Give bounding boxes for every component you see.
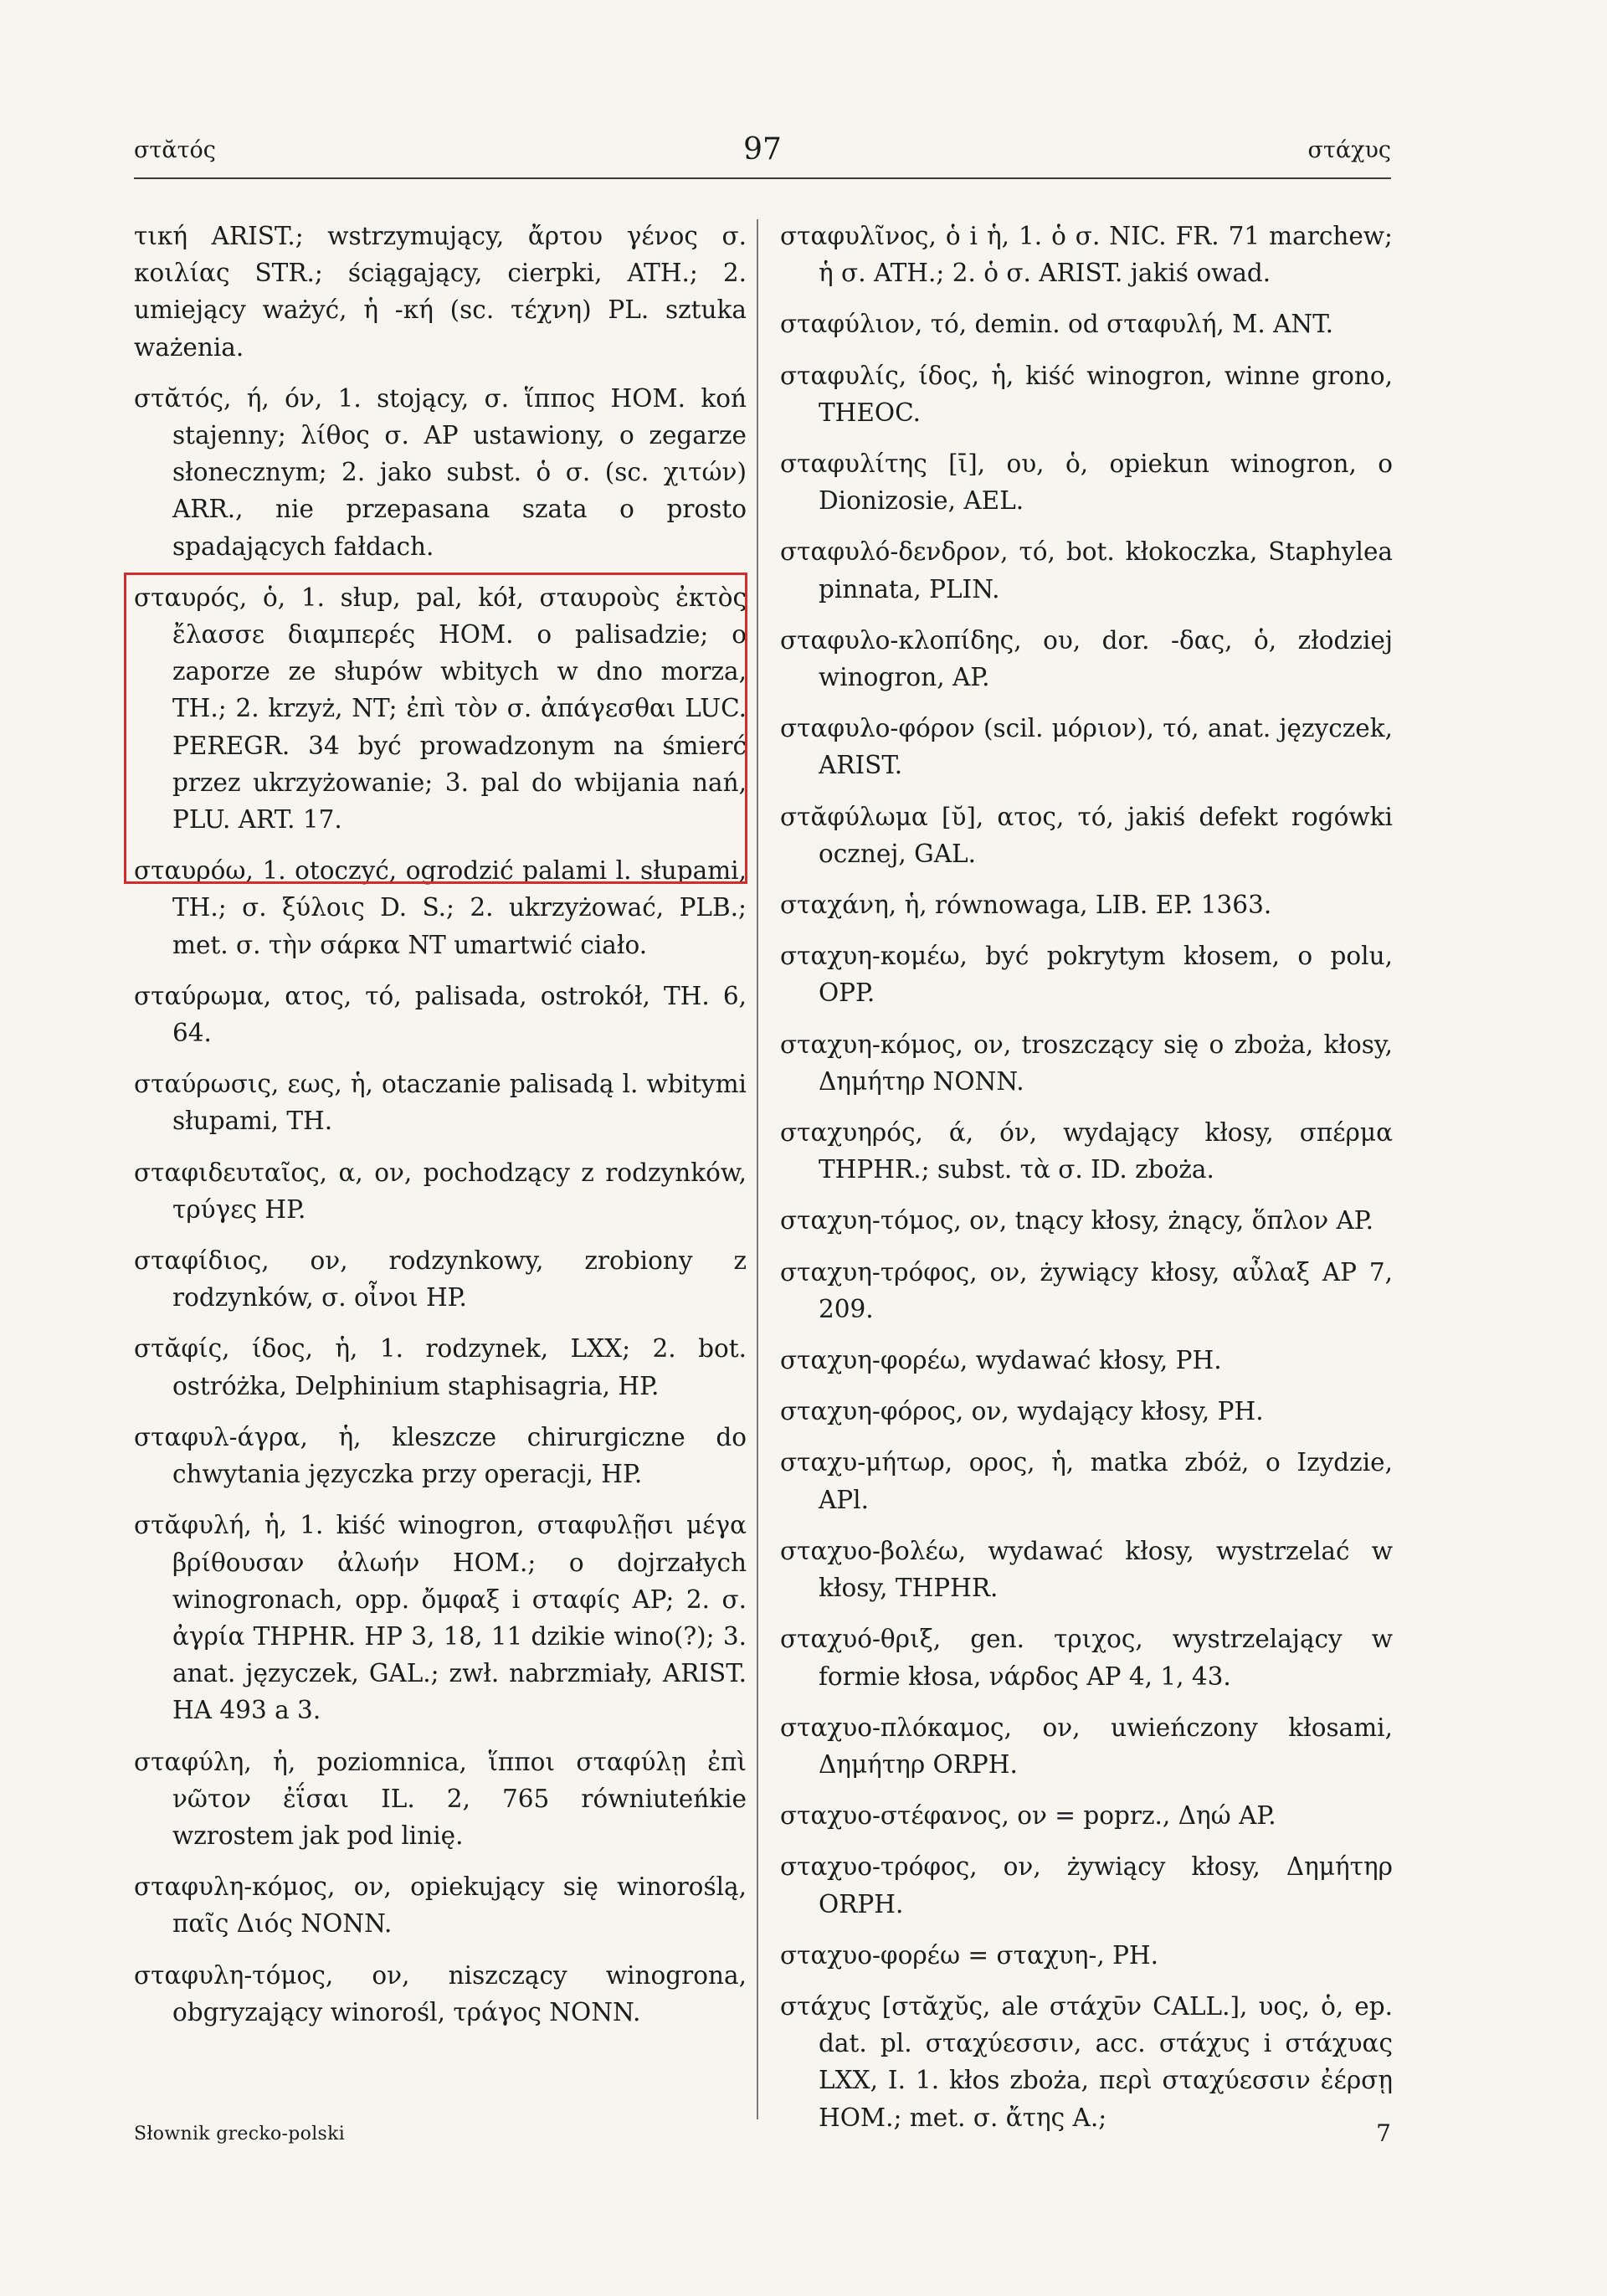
entry-lemma: σταφυλ-άγρα, [134, 1422, 308, 1451]
entry-definition: ον, uwieńczony kłosami, Δημήτηρ ORPH. [819, 1713, 1393, 1779]
entry-definition: ου, dor. -δας, ὁ, złodziej winogron, AP. [819, 625, 1393, 692]
entry-lemma: σταφυλίς, [780, 361, 907, 390]
dictionary-entry [134, 380, 747, 565]
entry-lemma: σταχάνη, [780, 891, 897, 920]
running-head-right: στάχυς [1307, 137, 1391, 163]
entry-lemma: σταχυη-φόρος, [780, 1397, 964, 1426]
entry-lemma: σταχυο-τρόφος, [780, 1852, 978, 1882]
entry-lemma: σταφιδευταῖος, [134, 1158, 328, 1187]
dictionary-entry [780, 1026, 1393, 1100]
entry-definition: ίδος, ἡ, kiść winogron, winne grono, THEOC. [819, 361, 1393, 427]
entry-definition: τό, demin. od σταφυλή, M. ANT. [930, 310, 1333, 339]
entry-definition: ὁ i ἡ, 1. ὁ σ. NIC. FR. 71 marchew; ἡ σ. ATH.; 2. ὁ σ. ARIST. jakiś owad. [819, 222, 1393, 288]
entry-lemma: σταφυλη-κόμος, [134, 1872, 336, 1902]
dictionary-entry [780, 1621, 1393, 1694]
entry-definition: ἡ, kleszcze chirurgiczne do chwytania języczka przy operacji, HP. [172, 1422, 747, 1489]
entry-definition: ον, niszczący winogrona, obgryzający winorośl, τράγος NONN. [172, 1960, 747, 2026]
entry-lemma: σταφύλη, [134, 1747, 252, 1776]
entry-lemma: σταχυο-φορέω [780, 1940, 961, 1970]
entry-lemma: σταφίδιος, [134, 1246, 270, 1276]
dictionary-entry [780, 1988, 1393, 2136]
dictionary-entry [134, 1066, 747, 1139]
entry-lemma: σταχυο-στέφανος, [780, 1801, 1009, 1831]
entry-definition: ἡ, 1. kiść winogron, σταφυλῇσι μέγα βρίθουσαν ἀλωήν HOM.; o dojrzałych winogronach, opp. ὄμφαξ i σταφίς AP; 2. σ. ἀγρία THPHR. HP 3, 18, 11 dzikie wino(?); 3. anat. języczek, GAL.; zwł. nabrzmiały, ARIST. HA 493 a 3. [172, 1511, 747, 1725]
dictionary-entry [134, 1330, 747, 1404]
dictionary-entry [780, 799, 1393, 872]
dictionary-entry [780, 1254, 1393, 1328]
entry-definition: ον, żywiący kłosy, Δημήτηρ ORPH. [819, 1852, 1393, 1918]
dictionary-entry [780, 1202, 1393, 1239]
dictionary-entry [780, 710, 1393, 783]
dictionary-entry [780, 218, 1393, 291]
page-number: 97 [743, 132, 782, 167]
entry-lemma: στᾰφύλωμα [780, 802, 928, 831]
entry-definition: być pokrytym kłosem, o polu, OPP. [819, 942, 1393, 1008]
dictionary-entry [780, 1393, 1393, 1430]
dictionary-entry [780, 306, 1393, 342]
entry-definition: ορος, ἡ, matka zbóż, o Izydzie, APl. [819, 1448, 1393, 1514]
entry-definition: (scil. μόριον), τό, anat. języczek, ARIST. [819, 714, 1393, 780]
entry-lemma: σταχυο-βολέω, [780, 1536, 967, 1565]
entry-definition: ον, tnący kłosy, żnący, ὅπλον AP. [969, 1206, 1374, 1235]
entry-definition: ον, żywiący kłosy, αὖλαξ AP 7, 209. [819, 1257, 1393, 1323]
dictionary-entry [780, 1848, 1393, 1922]
entry-definition: α, ον, pochodzący z rodzynków, τρύγες HP. [172, 1158, 747, 1224]
dictionary-entry [134, 1744, 747, 1855]
entry-lemma: στᾰτός, [134, 383, 232, 413]
dictionary-entry [134, 1419, 747, 1492]
dictionary-entry [780, 1709, 1393, 1783]
dictionary-entry [780, 357, 1393, 431]
dictionary-entry [134, 218, 747, 366]
dictionary-entry [134, 1957, 747, 2031]
running-head-left: στᾰτός [134, 137, 216, 163]
entry-lemma: σταχυηρός, [780, 1118, 923, 1148]
entry-lemma: σταφυλο-φόρον [780, 714, 975, 743]
entry-definition: [στᾰχῠς, ale στάχῡν CALL.], υος, ὁ, ep. dat. pl. σταχύεσσιν, acc. στάχυς i στάχυας LXX, I. 1. kłos zboża, περὶ σταχύεσσιν ἐέρσῃ HOM.; met. σ. ἄτης A.; [819, 1991, 1393, 2132]
dictionary-entry [780, 886, 1393, 923]
entry-lemma: σταφυλό-δενδρον, [780, 537, 1009, 567]
entry-definition: ον, opiekujący się winoroślą, παῖς Διός NONN. [172, 1872, 747, 1939]
entry-definition: ον, rodzynkowy, zrobiony z rodzynków, σ. οἶνοι HP. [172, 1246, 747, 1312]
entry-lemma: σταφυλο-κλοπίδης, [780, 625, 1022, 655]
dictionary-entry [780, 533, 1393, 607]
entry-lemma: σταύρωσις, [134, 1070, 280, 1099]
entry-definition: = σταχυη-, PH. [968, 1940, 1159, 1970]
entry-definition: ατος, τό, palisada, ostrokół, TH. 6, 64. [172, 981, 747, 1048]
right-column [780, 218, 1393, 2150]
entry-lemma: σταχυη-τρόφος, [780, 1257, 978, 1287]
entry-definition: ον, troszczący się o zboża, kłosy, Δημήτηρ NONN. [819, 1030, 1393, 1096]
dictionary-entry [134, 1154, 747, 1228]
entry-definition: ἡ, poziomnica, ἵπποι σταφύλῃ ἐπὶ νῶτον ἐΐσαι IL. 2, 765 równiuteńkie wzrostem jak pod linię. [172, 1747, 747, 1850]
dictionary-entry [780, 1533, 1393, 1606]
column-divider [757, 219, 758, 2119]
entry-lemma: σταχυό-θριξ, [780, 1625, 942, 1654]
entry-lemma: σταχυη-τόμος, [780, 1206, 962, 1235]
entry-definition: ίδος, ἡ, 1. rodzynek, LXX; 2. bot. ostróżka, Delphinium staphisagria, HP. [172, 1334, 747, 1400]
entry-lemma: σταχυο-πλόκαμος, [780, 1713, 1012, 1742]
entry-lemma: σταχυη-κομέω, [780, 942, 968, 971]
footer-title: Słownik grecko-polski [134, 2124, 346, 2144]
entry-lemma: σταχυη-φορέω, [780, 1346, 968, 1375]
entry-definition: ον, wydający kłosy, PH. [971, 1397, 1264, 1426]
dictionary-entry [134, 978, 747, 1051]
entry-definition: 1. otoczyć, ogrodzić palami l. słupami, TH.; σ. ξύλοις D. S.; 2. ukrzyżować, PLB.; met. σ. τὴν σάρκα NT umartwić ciało. [172, 856, 747, 959]
dictionary-entry [134, 1507, 747, 1728]
entry-definition: ά, όν, wydający kłosy, σπέρμα THPHR.; subst. τὰ σ. ID. zboża. [819, 1118, 1393, 1184]
entry-definition: ή, όν, 1. stojący, σ. ἵππος HOM. koń stajenny; λίθος σ. AP ustawiony, o zegarze słonecznym; 2. jako subst. ὁ σ. (sc. χιτών) ARR., nie przepasana szata o prosto spadających fałdach. [172, 383, 747, 561]
entry-lemma: στᾰφυλή, [134, 1511, 252, 1540]
entry-lemma: στάχυς [780, 1991, 871, 2021]
entry-lemma: σταύρωμα, [134, 981, 272, 1010]
dictionary-entry [780, 937, 1393, 1011]
entry-definition: [ῠ], ατος, τό, jakiś defekt rogówki ocznej, GAL. [819, 802, 1393, 868]
footer-signature: 7 [1376, 2119, 1391, 2147]
entry-lemma: σταχυη-κόμος, [780, 1030, 963, 1059]
dictionary-entry [780, 1797, 1393, 1834]
dictionary-entry [134, 1868, 747, 1942]
entry-definition: εως, ἡ, otaczanie palisadą l. wbitymi słupami, TH. [172, 1070, 747, 1136]
dictionary-entry [780, 622, 1393, 696]
dictionary-entry [780, 1937, 1393, 1974]
header-rule [134, 177, 1391, 179]
dictionary-entry [780, 1114, 1393, 1188]
highlight-box [124, 573, 747, 884]
dictionary-entry [780, 445, 1393, 519]
entry-lemma: σταφυλη-τόμος, [134, 1960, 334, 1990]
entry-definition: ον = poprz., Δηώ AP. [1017, 1801, 1276, 1831]
dictionary-entry [134, 1242, 747, 1316]
entry-lemma: σταχυ-μήτωρ, [780, 1448, 953, 1477]
entry-lemma: σταυρός, [134, 583, 248, 612]
entry-definition: ἡ, równowaga, LIB. EP. 1363. [904, 891, 1272, 920]
entry-definition: τική ARIST.; wstrzymujący, ἄρτου γένος σ. κοιλίας STR.; ściągający, cierpki, ATH.; 2. umiejący ważyć, ἡ -κή (sc. τέχνη) PL. sztuka ważenia. [134, 222, 747, 362]
dictionary-entry [780, 1444, 1393, 1518]
entry-lemma: στᾰφίς, [134, 1334, 230, 1364]
entry-definition: τό, bot. kłokoczka, Staphylea pinnata, PLIN. [819, 537, 1393, 604]
entry-definition: gen. τριχος, wystrzelający w formie kłosa, νάρδος AP 4, 1, 43. [819, 1625, 1393, 1691]
entry-definition: ὁ, 1. słup, pal, kół, σταυροὺς ἐκτὸς ἔλασσε διαμπερές HOM. o palisadzie; o zaporze ze słupów wbitych w dno morza, TH.; 2. krzyż, NT; ἐπὶ τὸν σ. ἀπάγεσθαι LUC. PEREGR. 34 być prowadzonym na śmierć przez ukrzyżowanie; 3. pal do wbijania nań, PLU. ART. 17. [172, 583, 747, 835]
entry-lemma: σταφύλιον, [780, 310, 923, 339]
entry-definition: [ῑ], ου, ὁ, opiekun winogron, o Dionizosie, AEL. [819, 449, 1393, 516]
entry-definition: wydawać kłosy, PH. [975, 1346, 1222, 1375]
left-column [134, 218, 747, 2045]
running-head [134, 132, 1391, 174]
entry-lemma: σταφυλῖνος, [780, 222, 937, 250]
entry-lemma: σταυρόω, [134, 856, 254, 886]
entry-lemma: σταφυλίτης [780, 449, 927, 479]
dictionary-entry [780, 1342, 1393, 1379]
entry-definition: wydawać kłosy, wystrzelać w kłosy, THPHR. [819, 1536, 1393, 1603]
